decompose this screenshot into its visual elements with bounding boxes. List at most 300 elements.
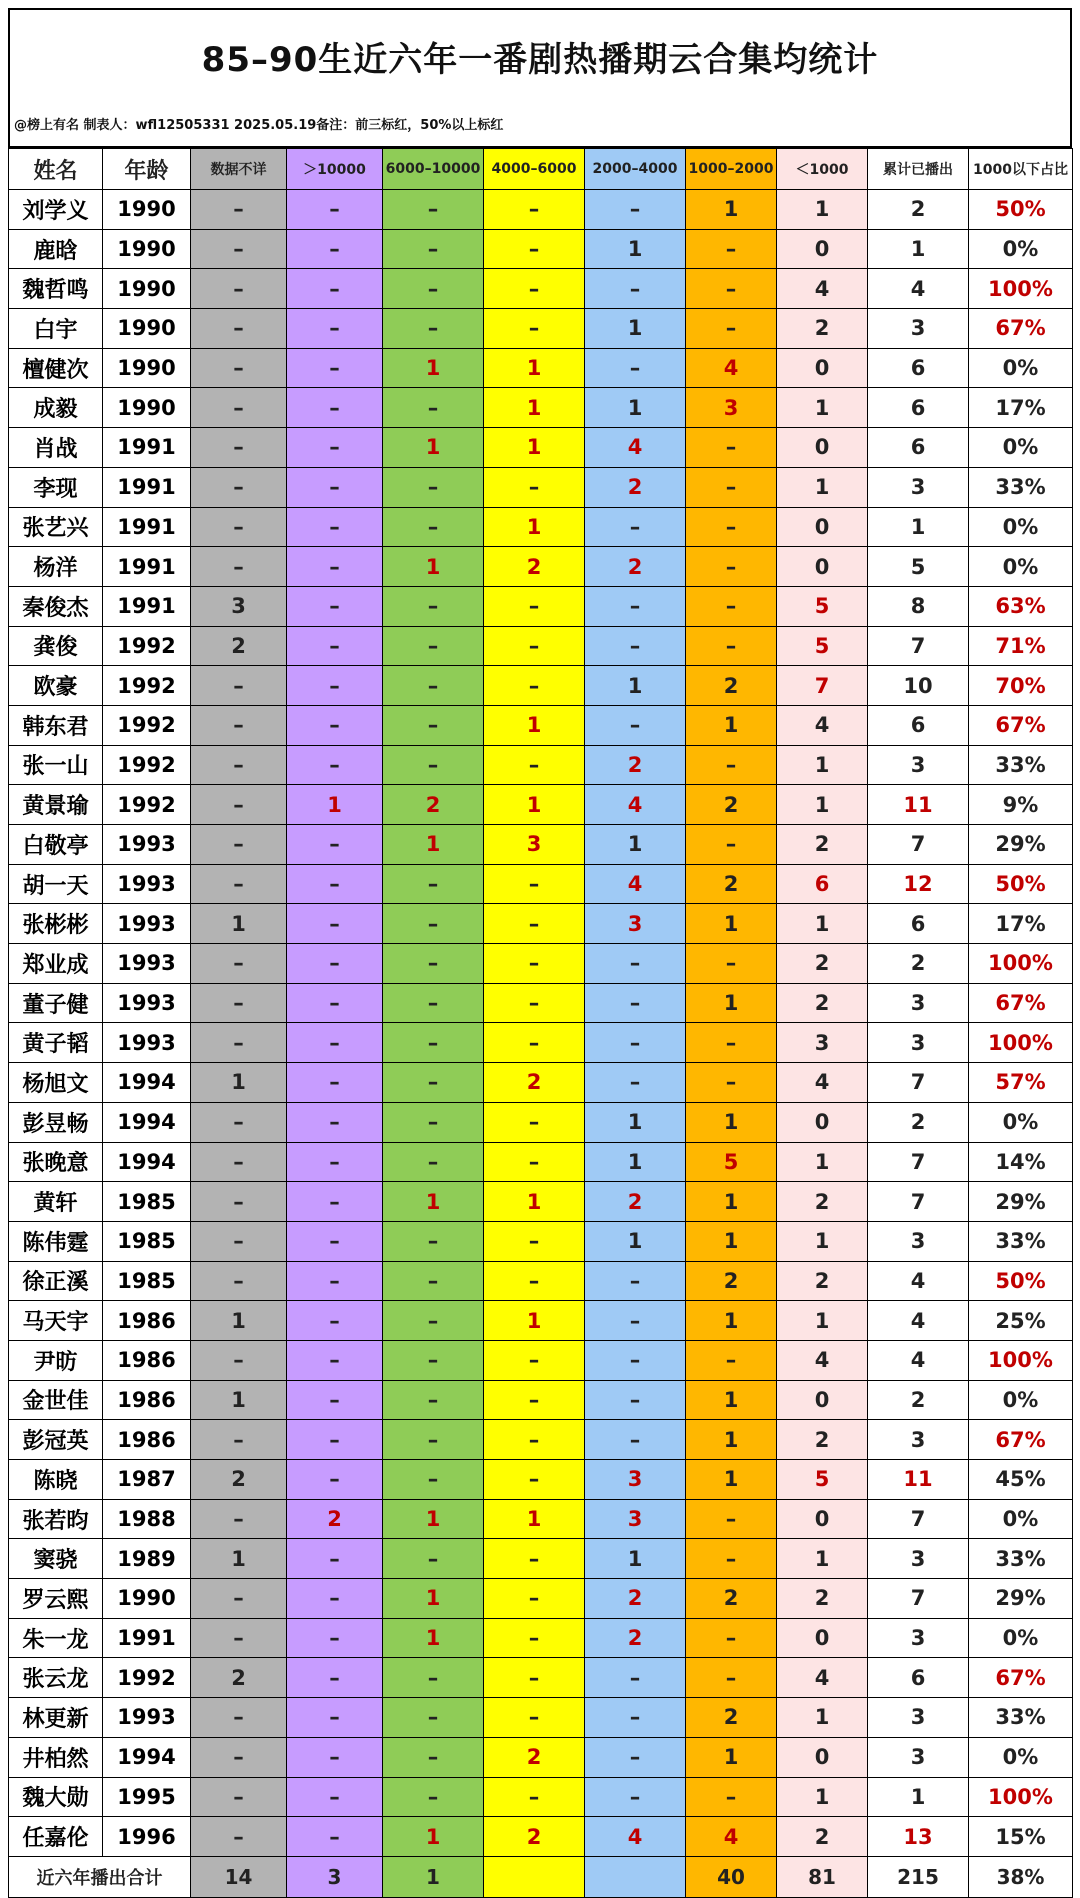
cell-over-10000: –	[287, 309, 383, 349]
cell-4000-6000: –	[484, 1658, 585, 1698]
cell-4000-6000: –	[484, 944, 585, 984]
cell-name: 罗云熙	[9, 1579, 103, 1619]
cell-total-aired: 7	[868, 1579, 969, 1619]
cell-2000-4000: –	[585, 269, 686, 309]
stats-table	[8, 148, 1073, 1898]
cell-age: 1992	[103, 705, 191, 745]
cell-over-10000: –	[287, 586, 383, 626]
cell-total-aired: 2	[868, 1102, 969, 1142]
cell-under-1000: 6	[777, 864, 868, 904]
cell-age: 1991	[103, 1618, 191, 1658]
cell-total-aired: 6	[868, 904, 969, 944]
cell-total-aired: 11	[868, 785, 969, 825]
cell-2000-4000: –	[585, 1063, 686, 1103]
cell-4000-6000: –	[484, 1698, 585, 1738]
cell-1000-2000: 4	[686, 1817, 777, 1857]
cell-2000-4000: 2	[585, 745, 686, 785]
cell-total-aired: 3	[868, 1539, 969, 1579]
cell-unknown: –	[191, 1340, 287, 1380]
cell-over-10000: –	[287, 666, 383, 706]
cell-1000-2000: –	[686, 944, 777, 984]
table-row	[9, 1301, 1073, 1341]
cell-name: 鹿晗	[9, 229, 103, 269]
cell-1000-2000: 2	[686, 1261, 777, 1301]
cell-1000-2000: 2	[686, 1698, 777, 1738]
cell-under-1000-ratio: 29%	[969, 1579, 1073, 1619]
cell-2000-4000: –	[585, 1737, 686, 1777]
cell-under-1000: 0	[777, 348, 868, 388]
cell-over-10000: –	[287, 507, 383, 547]
cell-under-1000-ratio: 0%	[969, 547, 1073, 587]
cell-age: 1986	[103, 1340, 191, 1380]
cell-2000-4000: –	[585, 626, 686, 666]
cell-age: 1987	[103, 1460, 191, 1500]
cell-age: 1990	[103, 190, 191, 230]
cell-6000-10000: –	[383, 1023, 484, 1063]
cell-age: 1990	[103, 1579, 191, 1619]
cell-age: 1992	[103, 626, 191, 666]
footer-1000-2000: 40	[686, 1856, 777, 1897]
cell-under-1000-ratio: 33%	[969, 745, 1073, 785]
cell-total-aired: 4	[868, 1340, 969, 1380]
cell-4000-6000: –	[484, 1380, 585, 1420]
cell-2000-4000: –	[585, 944, 686, 984]
cell-total-aired: 3	[868, 1737, 969, 1777]
cell-over-10000: –	[287, 269, 383, 309]
cell-unknown: –	[191, 507, 287, 547]
table-row	[9, 1618, 1073, 1658]
cell-2000-4000: 1	[585, 1221, 686, 1261]
table-row	[9, 348, 1073, 388]
table-row	[9, 309, 1073, 349]
cell-under-1000-ratio: 0%	[969, 507, 1073, 547]
cell-1000-2000: –	[686, 309, 777, 349]
cell-under-1000: 2	[777, 1182, 868, 1222]
cell-name: 韩东君	[9, 705, 103, 745]
cell-2000-4000: –	[585, 983, 686, 1023]
cell-unknown: –	[191, 745, 287, 785]
cell-under-1000-ratio: 67%	[969, 705, 1073, 745]
cell-age: 1990	[103, 269, 191, 309]
sheet-title: 85–90生近六年一番剧热播期云合集均统计	[201, 40, 879, 80]
header-total-aired: 累计已播出	[868, 149, 969, 190]
cell-4000-6000: –	[484, 1460, 585, 1500]
cell-over-10000: 1	[287, 785, 383, 825]
cell-6000-10000: –	[383, 1380, 484, 1420]
cell-1000-2000: –	[686, 467, 777, 507]
cell-6000-10000: –	[383, 309, 484, 349]
cell-name: 魏哲鸣	[9, 269, 103, 309]
cell-unknown: –	[191, 190, 287, 230]
cell-total-aired: 5	[868, 547, 969, 587]
cell-under-1000: 2	[777, 309, 868, 349]
cell-under-1000-ratio: 29%	[969, 1182, 1073, 1222]
cell-6000-10000: –	[383, 864, 484, 904]
cell-total-aired: 3	[868, 467, 969, 507]
table-row	[9, 507, 1073, 547]
cell-under-1000-ratio: 50%	[969, 1261, 1073, 1301]
cell-age: 1993	[103, 983, 191, 1023]
cell-2000-4000: –	[585, 1420, 686, 1460]
cell-1000-2000: –	[686, 269, 777, 309]
cell-6000-10000: –	[383, 507, 484, 547]
cell-total-aired: 10	[868, 666, 969, 706]
table-row	[9, 190, 1073, 230]
cell-2000-4000: 1	[585, 825, 686, 865]
cell-4000-6000: 2	[484, 1737, 585, 1777]
cell-1000-2000: 1	[686, 983, 777, 1023]
cell-under-1000-ratio: 100%	[969, 1777, 1073, 1817]
cell-under-1000-ratio: 14%	[969, 1142, 1073, 1182]
cell-unknown: –	[191, 1420, 287, 1460]
cell-unknown: –	[191, 467, 287, 507]
cell-1000-2000: 1	[686, 1182, 777, 1222]
cell-total-aired: 12	[868, 864, 969, 904]
cell-under-1000-ratio: 0%	[969, 428, 1073, 468]
cell-over-10000: –	[287, 1340, 383, 1380]
header-range-1000-2000: 1000–2000	[686, 149, 777, 190]
cell-under-1000: 4	[777, 1340, 868, 1380]
cell-2000-4000: 4	[585, 428, 686, 468]
cell-6000-10000: 1	[383, 1499, 484, 1539]
cell-total-aired: 3	[868, 309, 969, 349]
cell-unknown: –	[191, 1698, 287, 1738]
cell-unknown: –	[191, 1102, 287, 1142]
cell-under-1000: 4	[777, 1063, 868, 1103]
cell-over-10000: –	[287, 1182, 383, 1222]
cell-unknown: –	[191, 1221, 287, 1261]
header-row	[9, 149, 1073, 190]
cell-1000-2000: 1	[686, 1380, 777, 1420]
cell-6000-10000: –	[383, 745, 484, 785]
cell-4000-6000: –	[484, 1579, 585, 1619]
cell-under-1000: 0	[777, 547, 868, 587]
cell-name: 欧豪	[9, 666, 103, 706]
cell-over-10000: –	[287, 1817, 383, 1857]
cell-6000-10000: –	[383, 1301, 484, 1341]
cell-unknown: –	[191, 1142, 287, 1182]
cell-under-1000: 1	[777, 467, 868, 507]
cell-unknown: –	[191, 428, 287, 468]
cell-6000-10000: 2	[383, 785, 484, 825]
cell-4000-6000: –	[484, 190, 585, 230]
table-row	[9, 1221, 1073, 1261]
cell-6000-10000: –	[383, 983, 484, 1023]
cell-over-10000: –	[287, 547, 383, 587]
cell-under-1000: 0	[777, 1380, 868, 1420]
table-row	[9, 745, 1073, 785]
cell-1000-2000: 5	[686, 1142, 777, 1182]
cell-unknown: 2	[191, 626, 287, 666]
cell-under-1000: 1	[777, 904, 868, 944]
footer-6000-10000: 1	[383, 1856, 484, 1897]
cell-unknown: 1	[191, 1539, 287, 1579]
cell-4000-6000: –	[484, 467, 585, 507]
cell-under-1000-ratio: 100%	[969, 269, 1073, 309]
cell-age: 1985	[103, 1221, 191, 1261]
cell-4000-6000: –	[484, 1420, 585, 1460]
cell-over-10000: –	[287, 1380, 383, 1420]
cell-6000-10000: –	[383, 1737, 484, 1777]
cell-under-1000-ratio: 29%	[969, 825, 1073, 865]
cell-age: 1991	[103, 586, 191, 626]
cell-1000-2000: –	[686, 1658, 777, 1698]
cell-under-1000: 1	[777, 745, 868, 785]
cell-age: 1992	[103, 666, 191, 706]
footer-4000-6000	[484, 1856, 585, 1897]
cell-4000-6000: 2	[484, 547, 585, 587]
cell-total-aired: 7	[868, 1499, 969, 1539]
cell-age: 1991	[103, 507, 191, 547]
cell-name: 黄子韬	[9, 1023, 103, 1063]
cell-2000-4000: –	[585, 1301, 686, 1341]
table-row	[9, 1658, 1073, 1698]
table-row	[9, 1698, 1073, 1738]
cell-6000-10000: –	[383, 666, 484, 706]
cell-total-aired: 7	[868, 1142, 969, 1182]
cell-age: 1986	[103, 1420, 191, 1460]
cell-under-1000-ratio: 67%	[969, 1420, 1073, 1460]
cell-6000-10000: 1	[383, 1182, 484, 1222]
table-row	[9, 269, 1073, 309]
cell-under-1000-ratio: 71%	[969, 626, 1073, 666]
cell-age: 1989	[103, 1539, 191, 1579]
header-range-2000-4000: 2000–4000	[585, 149, 686, 190]
cell-name: 肖战	[9, 428, 103, 468]
footer-unknown: 14	[191, 1856, 287, 1897]
cell-unknown: 2	[191, 1460, 287, 1500]
cell-unknown: 3	[191, 586, 287, 626]
cell-2000-4000: 1	[585, 229, 686, 269]
cell-name: 白宇	[9, 309, 103, 349]
cell-under-1000: 3	[777, 1023, 868, 1063]
cell-6000-10000: 1	[383, 1579, 484, 1619]
cell-unknown: 1	[191, 1301, 287, 1341]
table-row	[9, 1261, 1073, 1301]
cell-2000-4000: 4	[585, 785, 686, 825]
cell-over-10000: –	[287, 1777, 383, 1817]
cell-over-10000: –	[287, 983, 383, 1023]
cell-over-10000: –	[287, 428, 383, 468]
cell-under-1000: 1	[777, 1539, 868, 1579]
cell-4000-6000: –	[484, 745, 585, 785]
table-row	[9, 1579, 1073, 1619]
cell-unknown: –	[191, 666, 287, 706]
cell-under-1000: 0	[777, 1618, 868, 1658]
header-under-1000-ratio: 1000以下占比	[969, 149, 1073, 190]
cell-2000-4000: 2	[585, 1618, 686, 1658]
cell-over-10000: –	[287, 1102, 383, 1142]
cell-2000-4000: –	[585, 190, 686, 230]
cell-over-10000: –	[287, 229, 383, 269]
cell-total-aired: 6	[868, 1658, 969, 1698]
cell-over-10000: –	[287, 467, 383, 507]
cell-4000-6000: 1	[484, 1301, 585, 1341]
table-row	[9, 388, 1073, 428]
cell-name: 朱一龙	[9, 1618, 103, 1658]
cell-2000-4000: 1	[585, 1102, 686, 1142]
cell-total-aired: 3	[868, 1023, 969, 1063]
cell-under-1000: 1	[777, 1142, 868, 1182]
cell-1000-2000: 1	[686, 904, 777, 944]
cell-under-1000: 1	[777, 785, 868, 825]
cell-1000-2000: –	[686, 586, 777, 626]
cell-under-1000: 0	[777, 1499, 868, 1539]
cell-1000-2000: 2	[686, 864, 777, 904]
cell-total-aired: 1	[868, 229, 969, 269]
cell-unknown: –	[191, 785, 287, 825]
cell-total-aired: 7	[868, 825, 969, 865]
cell-total-aired: 8	[868, 586, 969, 626]
table-row	[9, 705, 1073, 745]
cell-2000-4000: 2	[585, 1182, 686, 1222]
cell-2000-4000: –	[585, 1658, 686, 1698]
cell-under-1000: 0	[777, 428, 868, 468]
cell-4000-6000: –	[484, 1221, 585, 1261]
cell-age: 1990	[103, 309, 191, 349]
cell-4000-6000: 1	[484, 1499, 585, 1539]
cell-under-1000-ratio: 33%	[969, 1698, 1073, 1738]
cell-under-1000-ratio: 0%	[969, 348, 1073, 388]
table-row	[9, 904, 1073, 944]
cell-6000-10000: –	[383, 1340, 484, 1380]
table-body	[9, 190, 1073, 1857]
cell-2000-4000: 3	[585, 904, 686, 944]
cell-under-1000-ratio: 33%	[969, 1221, 1073, 1261]
cell-total-aired: 7	[868, 626, 969, 666]
cell-2000-4000: –	[585, 348, 686, 388]
cell-age: 1988	[103, 1499, 191, 1539]
cell-over-10000: –	[287, 904, 383, 944]
cell-1000-2000: 2	[686, 1579, 777, 1619]
cell-under-1000: 1	[777, 190, 868, 230]
cell-total-aired: 4	[868, 269, 969, 309]
cell-age: 1993	[103, 825, 191, 865]
table-row	[9, 547, 1073, 587]
cell-unknown: 2	[191, 1658, 287, 1698]
table-row	[9, 1420, 1073, 1460]
cell-over-10000: –	[287, 1579, 383, 1619]
cell-under-1000-ratio: 17%	[969, 904, 1073, 944]
cell-name: 林更新	[9, 1698, 103, 1738]
cell-6000-10000: 1	[383, 1618, 484, 1658]
cell-total-aired: 3	[868, 1420, 969, 1460]
cell-total-aired: 1	[868, 507, 969, 547]
cell-6000-10000: –	[383, 190, 484, 230]
cell-6000-10000: –	[383, 1777, 484, 1817]
cell-2000-4000: 3	[585, 1499, 686, 1539]
footer-over-10000: 3	[287, 1856, 383, 1897]
cell-age: 1994	[103, 1142, 191, 1182]
cell-2000-4000: 1	[585, 1142, 686, 1182]
cell-over-10000: –	[287, 1460, 383, 1500]
cell-4000-6000: –	[484, 309, 585, 349]
cell-under-1000: 4	[777, 705, 868, 745]
cell-over-10000: –	[287, 1539, 383, 1579]
cell-over-10000: –	[287, 1063, 383, 1103]
cell-over-10000: –	[287, 626, 383, 666]
cell-under-1000: 1	[777, 1221, 868, 1261]
cell-4000-6000: –	[484, 1539, 585, 1579]
cell-total-aired: 2	[868, 190, 969, 230]
cell-unknown: –	[191, 388, 287, 428]
table-row	[9, 1460, 1073, 1500]
cell-under-1000-ratio: 0%	[969, 229, 1073, 269]
cell-name: 彭冠英	[9, 1420, 103, 1460]
cell-over-10000: –	[287, 1301, 383, 1341]
cell-unknown: 1	[191, 1063, 287, 1103]
cell-name: 张一山	[9, 745, 103, 785]
cell-age: 1995	[103, 1777, 191, 1817]
cell-under-1000: 2	[777, 825, 868, 865]
cell-under-1000-ratio: 0%	[969, 1380, 1073, 1420]
cell-1000-2000: –	[686, 1023, 777, 1063]
cell-age: 1991	[103, 428, 191, 468]
cell-under-1000: 0	[777, 1102, 868, 1142]
cell-under-1000: 1	[777, 388, 868, 428]
cell-2000-4000: –	[585, 705, 686, 745]
cell-total-aired: 6	[868, 348, 969, 388]
cell-6000-10000: –	[383, 1102, 484, 1142]
cell-under-1000: 2	[777, 1261, 868, 1301]
table-row	[9, 1340, 1073, 1380]
cell-under-1000: 1	[777, 1301, 868, 1341]
cell-under-1000-ratio: 63%	[969, 586, 1073, 626]
cell-4000-6000: 1	[484, 1182, 585, 1222]
cell-4000-6000: –	[484, 269, 585, 309]
table-row	[9, 1102, 1073, 1142]
cell-2000-4000: –	[585, 507, 686, 547]
cell-4000-6000: –	[484, 586, 585, 626]
cell-under-1000-ratio: 67%	[969, 309, 1073, 349]
cell-under-1000: 1	[777, 1698, 868, 1738]
cell-total-aired: 6	[868, 428, 969, 468]
cell-4000-6000: 1	[484, 348, 585, 388]
cell-name: 金世佳	[9, 1380, 103, 1420]
cell-unknown: –	[191, 983, 287, 1023]
cell-1000-2000: 4	[686, 348, 777, 388]
cell-age: 1992	[103, 785, 191, 825]
cell-6000-10000: –	[383, 1261, 484, 1301]
cell-unknown: –	[191, 1499, 287, 1539]
cell-4000-6000: –	[484, 1777, 585, 1817]
cell-under-1000-ratio: 67%	[969, 1658, 1073, 1698]
cell-total-aired: 3	[868, 1618, 969, 1658]
cell-under-1000: 5	[777, 1460, 868, 1500]
cell-name: 白敬亭	[9, 825, 103, 865]
cell-4000-6000: 1	[484, 388, 585, 428]
table-row	[9, 229, 1073, 269]
table-row	[9, 825, 1073, 865]
table-row	[9, 785, 1073, 825]
cell-4000-6000: –	[484, 1102, 585, 1142]
table-row	[9, 467, 1073, 507]
cell-under-1000: 2	[777, 944, 868, 984]
cell-total-aired: 3	[868, 1698, 969, 1738]
cell-total-aired: 6	[868, 388, 969, 428]
cell-over-10000: –	[287, 745, 383, 785]
cell-2000-4000: 1	[585, 388, 686, 428]
cell-2000-4000: –	[585, 1340, 686, 1380]
cell-over-10000: –	[287, 388, 383, 428]
header-range-under-1000: ＜1000	[777, 149, 868, 190]
cell-under-1000-ratio: 0%	[969, 1499, 1073, 1539]
cell-1000-2000: –	[686, 507, 777, 547]
header-age: 年龄	[103, 149, 191, 190]
cell-2000-4000: –	[585, 1380, 686, 1420]
cell-name: 陈伟霆	[9, 1221, 103, 1261]
cell-under-1000-ratio: 0%	[969, 1737, 1073, 1777]
